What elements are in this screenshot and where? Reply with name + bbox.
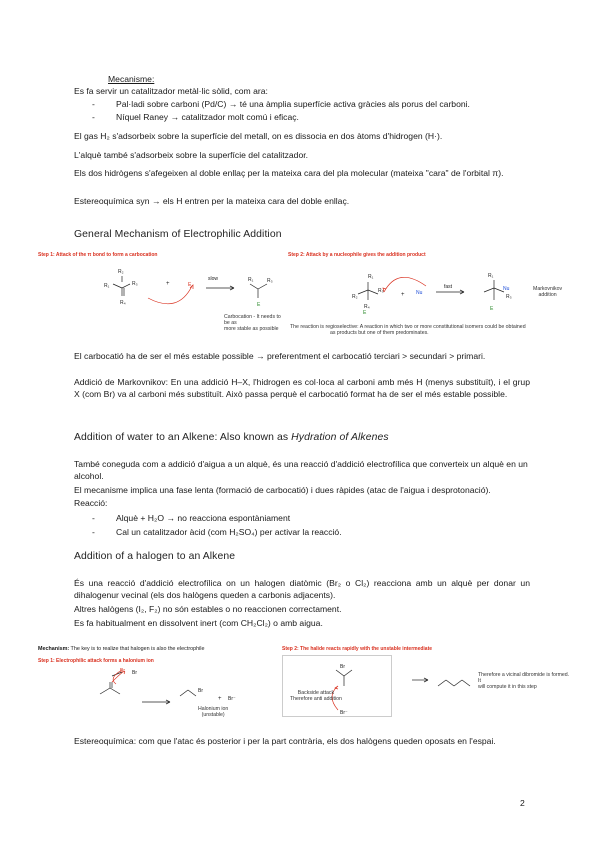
paragraph: L'alquè també s'adsorbeix sobre la superfície del catalitzador. [74, 150, 309, 160]
figure-caption: Halonium ion (unstable) [198, 706, 229, 718]
svg-text:+: + [166, 281, 170, 287]
paragraph: Addició de Markovnikov: En una addició H–X, l'hidrogen es col·loca al carboni amb més H (menys substituït), i el grup X (com Br) va al carboni més substituït. Això passa perquè el carbocatió format ha de ser el més estable possible. [74, 377, 530, 399]
svg-text:Br⁻: Br⁻ [340, 710, 348, 716]
figure-note: The reaction is regioselective: A reaction in which two or more constitutional isomers could be obtained as products but one of them predominates. [290, 324, 526, 336]
electrophilic-step1-figure [38, 252, 283, 332]
svg-text:E: E [188, 282, 192, 288]
figure-mechanism-label: Mechanism: The key is to realize that halogen is also the electrophile [38, 646, 205, 652]
svg-text:Br: Br [120, 668, 125, 674]
svg-text:R₃: R₃ [132, 281, 138, 287]
list-item: - Níquel Raney → catalitzador molt comú i eficaç. [92, 112, 299, 122]
paragraph: Estereoquímica: com que l'atac és posterior i per la part contrària, els dos halògens queden oposats en l'espai. [74, 736, 496, 746]
svg-text:R₃: R₃ [506, 294, 512, 300]
page-number: 2 [520, 798, 525, 808]
paragraph: També coneguda com a addició d'aigua a un alquè, és una reacció d'addició electrofílica que converteix un alquè en un alcohol. [74, 459, 528, 481]
paragraph: Es fa habitualment en dissolvent inert (com CH₂Cl₂) o amb aigua. [74, 618, 323, 628]
reaction-condition: fast [444, 284, 453, 290]
halogen-step1-figure [38, 646, 278, 720]
figure-step-label: Step 2: Attack by a nucleophile gives the addition product [288, 252, 426, 258]
svg-text:R₃: R₃ [378, 288, 384, 294]
svg-text:Nu: Nu [416, 290, 423, 296]
svg-text:R₁: R₁ [488, 273, 494, 279]
paragraph: Reacció: [74, 498, 108, 508]
svg-text:R₁: R₁ [104, 283, 110, 289]
svg-text:+: + [401, 292, 405, 298]
paragraph: És una reacció d'addició electrofílica on un halogen diatòmic (Br₂ o Cl₂) reacciona amb un alquè per donar un dihalogenur vecinal (els dos halògens queden a carbonis adjacents). [74, 578, 530, 600]
svg-text:Br: Br [340, 664, 345, 670]
reaction-condition: slow [208, 276, 219, 282]
svg-text:Br: Br [132, 670, 137, 676]
svg-text:R₂: R₂ [352, 294, 358, 300]
figure-side-note: Therefore a vicinal dibromide is formed. It will compute it in this step [478, 672, 570, 690]
svg-text:R₄: R₄ [120, 300, 126, 306]
svg-text:Nu: Nu [503, 286, 510, 292]
figure-side-note: Markovnikov addition [533, 286, 563, 298]
svg-text:Br: Br [198, 688, 203, 694]
svg-text:E: E [363, 310, 367, 316]
svg-text:R₁: R₁ [248, 277, 254, 283]
svg-text:R₄: R₄ [364, 304, 370, 310]
figure-step-label: Step 2: The halide reacts rapidly with the unstable intermediate [282, 646, 433, 652]
halogen-step2-figure [282, 646, 572, 720]
halonium-structure-icon [38, 646, 278, 720]
section-heading: Addition of water to an Alkene: Also known as Hydration of Alkenes [74, 432, 389, 443]
paragraph: Altres halògens (I₂, F₂) no són estables o no reaccionen correctament. [74, 604, 342, 614]
svg-text:+: + [218, 696, 222, 702]
paragraph: El gas H₂ s'adsorbeix sobre la superfície del metall, on es dissocia en dos àtoms d'hidrogen (H·). [74, 131, 443, 141]
svg-text:R₂: R₂ [118, 269, 124, 275]
list-item: - Pal·ladi sobre carboni (Pd/C) → té una àmplia superfície activa gràcies als porus del carboni. [92, 99, 470, 109]
list-item: - Cal un catalitzador àcid (com H₂SO₄) per activar la reacció. [92, 527, 342, 537]
list-item: - Alquè + H₂O → no reacciona espontàniament [92, 513, 291, 523]
figure-step-label: Step 1: Attack of the π bond to form a carbocation [38, 252, 158, 258]
mecanisme-title: Mecanisme: [108, 74, 155, 84]
figure-caption: Carbocation - It needs to be as more stable as possible [224, 314, 281, 332]
paragraph: Estereoquímica syn → els H entren per la mateixa cara del doble enllaç. [74, 196, 350, 206]
paragraph: El mecanisme implica una fase lenta (formació de carbocatió) i dues ràpides (atac de l'aigua i desprotonació). [74, 485, 491, 495]
paragraph: El carbocatió ha de ser el més estable possible → preferentment el carbocatió terciari > secundari > primari. [74, 351, 486, 361]
svg-text:E: E [257, 302, 261, 308]
svg-text:Br⁻: Br⁻ [228, 696, 236, 702]
mecanisme-intro: Es fa servir un catalitzador metàl·lic sòlid, com ara: [74, 86, 268, 96]
svg-text:R₃: R₃ [267, 278, 273, 284]
electrophilic-step2-figure [288, 252, 578, 344]
svg-text:E: E [490, 306, 494, 312]
paragraph: Els dos hidrògens s'afegeixen al doble enllaç per la mateixa cara del pla molecular (mateixa "cara" de l'orbital π). [74, 168, 504, 178]
figure-step-label: Step 1: Electrophilic attack forms a halonium ion [38, 658, 154, 664]
figure-caption: Backside attack Therefore anti addition [290, 690, 342, 702]
svg-text:R₁: R₁ [368, 274, 374, 280]
section-heading: General Mechanism of Electrophilic Addition [74, 229, 282, 240]
section-heading: Addition of a halogen to an Alkene [74, 551, 236, 562]
